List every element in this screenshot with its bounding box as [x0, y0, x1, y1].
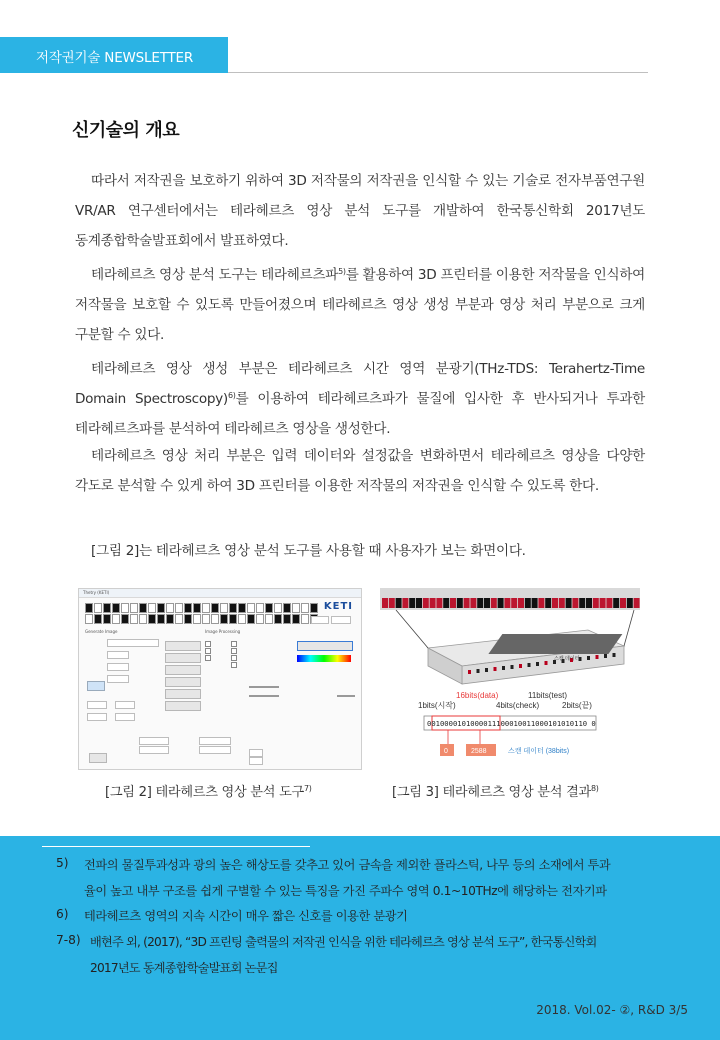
label-16bits-data: 16bits(data): [456, 691, 499, 700]
barcode-cell: [292, 614, 300, 624]
barcode-cell: [103, 603, 111, 613]
barcode-cell: [310, 603, 318, 613]
scan-bit-cell: [498, 598, 504, 608]
param-field-8[interactable]: [115, 713, 135, 721]
block-bit-mark: [596, 655, 599, 659]
contrast-field-2[interactable]: [249, 757, 263, 765]
scan-bit-cell: [620, 598, 626, 608]
scan-bit-cell: [504, 598, 510, 608]
directory-selection-button[interactable]: [165, 641, 201, 651]
footnote-ref-5: 5): [338, 267, 346, 276]
scan-bit-cell: [579, 598, 585, 608]
scan-bit-cell: [443, 598, 449, 608]
figure-3-caption-text: [그림 3] 테라헤르츠 영상 분석 결과: [392, 785, 591, 800]
barcode-cell: [193, 614, 201, 624]
scan-bit-cell: [600, 598, 606, 608]
param-field-7[interactable]: [115, 701, 135, 709]
scan-bit-cell: [396, 598, 402, 608]
run-button[interactable]: [297, 641, 353, 651]
barcode-cell: [274, 614, 282, 624]
scan-bit-cell: [382, 598, 388, 608]
option-checkbox-7[interactable]: [231, 662, 237, 668]
barcode-cell: [166, 614, 174, 624]
option-checkbox-2[interactable]: [205, 648, 211, 654]
page-number: 2018. Vol.02- ②, R&D 3/5: [536, 1003, 688, 1017]
block-bit-mark: [536, 662, 539, 666]
display-preview: [87, 681, 105, 691]
barcode-cell: [139, 603, 147, 613]
exit-button[interactable]: [165, 701, 201, 711]
level-slider-1[interactable]: [249, 686, 279, 688]
scan-bit-cell: [545, 598, 551, 608]
option-checkbox-3[interactable]: [205, 655, 211, 661]
analysis-result-graphic: [378, 586, 642, 766]
scan-bit-cell: [559, 598, 565, 608]
barcode-cell: [283, 614, 291, 624]
barcode-cell: [94, 603, 102, 613]
barcode-cell: [148, 603, 156, 613]
barcode-cell: [238, 614, 246, 624]
barcode-strip: [85, 603, 318, 613]
barcode-cell: [130, 614, 138, 624]
result-value-0: 0: [444, 748, 448, 755]
block-bit-mark: [519, 664, 522, 668]
barcode-cell: [238, 603, 246, 613]
footnote-ref-6: 6): [227, 391, 236, 400]
barcode-cell: [301, 614, 309, 624]
save-image-button[interactable]: [165, 689, 201, 699]
scan-bit-cell: [470, 598, 476, 608]
generate-image-label: Generate Image: [85, 629, 118, 634]
figure-2-tool-screenshot: [78, 588, 362, 770]
param-field-4[interactable]: [107, 675, 129, 683]
keti-logo: KETI: [323, 601, 353, 612]
barcode-scan-button[interactable]: [165, 653, 201, 663]
barcode-cell: [211, 603, 219, 613]
barcode-cell: [157, 603, 165, 613]
barcode-cell: [301, 603, 309, 613]
block-bit-mark: [545, 661, 548, 665]
contrast-field-1[interactable]: [249, 749, 263, 757]
barcode-cell: [265, 603, 273, 613]
scan-bit-cell: [477, 598, 483, 608]
scan-data-label: 스캔 데이터: [554, 656, 580, 662]
scan-bit-cell: [402, 598, 408, 608]
scan-bit-cell: [511, 598, 517, 608]
result-field-4[interactable]: [199, 746, 231, 754]
barcode-cell: [121, 603, 129, 613]
paragraph-3-text-a: 테라헤르츠 영상 생성 부분은 테라헤르츠 시간 영역 분광기(THz-TDS: Terahertz-Time Domain Spectroscopy): [75, 361, 645, 407]
barcode-cell: [256, 603, 264, 613]
barcode-cell: [94, 614, 102, 624]
one-point-button[interactable]: [165, 677, 201, 687]
barcode-cell: [103, 614, 111, 624]
barcode-cell: [256, 614, 264, 624]
footnote-6-number: 6): [56, 907, 69, 921]
barcode-cell: [229, 614, 237, 624]
footnote-5-line-2: 율이 높고 내부 구조를 쉽게 구별할 수 있는 특징을 가진 주파수 영역 0.1~10THz에 해당하는 전자기파: [84, 884, 607, 898]
barcode-cell: [157, 614, 165, 624]
scan-bit-cell: [450, 598, 456, 608]
barcode-cell: [166, 603, 174, 613]
barcode-cell: [220, 603, 228, 613]
scan-bit-cell: [538, 598, 544, 608]
section-title: 신기술의 개요: [72, 120, 180, 141]
footnote-6-line-1: 테라헤르츠 영역의 지속 시간이 매우 짧은 신호를 이용한 분광기: [84, 909, 408, 923]
block-bit-mark: [511, 665, 514, 669]
paragraph-2-text-a: 테라헤르츠 영상 분석 도구는 테라헤르츠파: [91, 267, 339, 283]
barcode-cell: [202, 614, 210, 624]
label-11bits-test: 11bits(test): [528, 691, 567, 700]
option-checkbox-4[interactable]: [231, 641, 237, 647]
scan-bit-cell: [627, 598, 633, 608]
barcode-cell: [85, 614, 93, 624]
scan-bit-cell: [464, 598, 470, 608]
block-bit-mark: [502, 666, 505, 670]
barcode-cell: [175, 603, 183, 613]
image-processing-label: Image Processing: [205, 629, 241, 634]
barcode-cell: [274, 603, 282, 613]
window-titlebar: Thetry (KETI): [79, 589, 361, 598]
barcode-cell: [85, 603, 93, 613]
footnote-ref-8: 8): [590, 784, 599, 793]
result-field-3[interactable]: [199, 737, 231, 745]
param-field-1[interactable]: [107, 639, 159, 647]
footnote-7-8-line-1: 배현주 외, (2017), “3D 프린팅 출력물의 저작권 인식을 위한 테라헤르츠 영상 분석 도구”, 한국통신학회: [90, 935, 597, 949]
param-field-2[interactable]: [107, 651, 129, 659]
scan-bit-cell: [409, 598, 415, 608]
figure-3-analysis-result: [378, 586, 642, 766]
result-field-2[interactable]: [139, 746, 169, 754]
barcode-cell: [202, 603, 210, 613]
footnote-5-number: 5): [56, 856, 69, 870]
paragraph-2: [75, 260, 645, 350]
colormap-bar: [297, 655, 351, 662]
barcode-cell: [130, 603, 138, 613]
scan-bit-cell: [436, 598, 442, 608]
scan-bit-cell: [552, 598, 558, 608]
scan-bit-cell: [634, 598, 640, 608]
level-slider-3[interactable]: [337, 695, 355, 697]
option-checkbox-1[interactable]: [205, 641, 211, 647]
scan-bit-cell: [491, 598, 497, 608]
header-divider: [228, 72, 648, 73]
param-field-6[interactable]: [87, 713, 107, 721]
scan-bit-cell: [586, 598, 592, 608]
barcode-cell: [139, 614, 147, 624]
barcode-field[interactable]: [311, 616, 329, 624]
label-1bits-start: 1bits(시작): [418, 701, 456, 710]
figure-3-caption: [392, 781, 599, 800]
param-field-5[interactable]: [87, 701, 107, 709]
footnote-7-8-number: 7-8): [56, 933, 81, 947]
scan-bit-cell: [484, 598, 490, 608]
paragraph-3-text-b: 를 이용하여 테라헤르츠파가 물질에 입사한 후 반사되거나 투과한 테라헤르츠파를 분석하여 테라헤르츠 영상을 생성한다.: [75, 391, 645, 437]
figure-2-caption: [105, 781, 312, 800]
scan-bit-cell: [416, 598, 422, 608]
block-bit-mark: [613, 653, 616, 657]
scan-data-38bits-label: 스캔 데이터 (38bits): [508, 748, 570, 755]
scan-bit-cell: [389, 598, 395, 608]
bitstring: 0010000101000011100010011000101010110 0: [427, 719, 596, 728]
label-2bits-end: 2bits(끝): [562, 701, 592, 710]
barcode-cell: [220, 614, 228, 624]
block-bit-mark: [494, 667, 497, 671]
block-bit-mark: [468, 670, 471, 674]
paragraph-4: 테라헤르츠 영상 처리 부분은 입력 데이터와 설정값을 변화하면서 테라헤르츠 영상을 다양한 각도로 분석할 수 있게 하여 3D 프린터를 이용한 저작물의 저작권을 인식할 수 있도록 한다.: [75, 448, 645, 494]
barcode-cell: [148, 614, 156, 624]
scan-bit-cell: [518, 598, 524, 608]
scan-bit-cell: [593, 598, 599, 608]
scan-bit-cell: [613, 598, 619, 608]
label-4bits-check: 4bits(check): [496, 701, 540, 710]
result-value-2588: 2588: [471, 748, 487, 755]
block-bit-mark: [477, 669, 480, 673]
scan-bit-cell: [423, 598, 429, 608]
barcode-cell: [184, 614, 192, 624]
paragraph-1: 따라서 저작권을 보호하기 위하여 3D 저작물의 저작권을 인식할 수 있는 기술로 전자부품연구원 VR/AR 연구센터에서는 테라헤르츠 영상 분석 도구를 개발하여 한국통신학회 2017년도 동계종합학술발표회에서 발표하였다.: [75, 173, 645, 249]
paragraph-2-text-b: 를 활용하여 3D 프린터를 이용한 저작물을 인식하여 저작물을 보호할 수 있도록 만들어졌으며 테라헤르츠 영상 생성 부분과 영상 처리 부분으로 크게 구분할 수 있다.: [75, 267, 645, 343]
barcode-cell: [265, 614, 273, 624]
block-bit-mark: [528, 663, 531, 667]
barcode-field-2[interactable]: [331, 616, 351, 624]
scan-bit-cell: [457, 598, 463, 608]
scan-bit-cell: [606, 598, 612, 608]
option-checkbox-6[interactable]: [231, 655, 237, 661]
paragraph-5: [그림 2]는 테라헤르츠 영상 분석 도구를 사용할 때 사용자가 보는 화면이다.: [91, 543, 526, 559]
barcode-cell: [247, 603, 255, 613]
barcode-cell: [229, 603, 237, 613]
option-checkbox-5[interactable]: [231, 648, 237, 654]
newsletter-banner-text: 저작권기술 NEWSLETTER: [36, 50, 194, 66]
barcode-cell: [292, 603, 300, 613]
barcode-cell: [175, 614, 183, 624]
barcode-cell: [112, 614, 120, 624]
barcode-cell: [247, 614, 255, 624]
result-field-1[interactable]: [139, 737, 169, 745]
param-field-3[interactable]: [107, 663, 129, 671]
footnote-ref-7: 7): [303, 784, 312, 793]
paragraph-3: [75, 354, 645, 444]
barcode-cell: [184, 603, 192, 613]
scan-bit-cell: [566, 598, 572, 608]
barcode-cell: [283, 603, 291, 613]
level-slider-2[interactable]: [249, 695, 279, 697]
footnote-5-line-1: 전파의 물질투과성과 광의 높은 해상도를 갖추고 있어 금속을 제외한 플라스틱, 나무 등의 소재에서 투과: [84, 858, 611, 872]
barcode-strip-2: [85, 614, 318, 624]
footnote-divider: [42, 846, 310, 847]
barcode-cell: [211, 614, 219, 624]
scan-bit-cell: [532, 598, 538, 608]
scan-bit-cell: [572, 598, 578, 608]
block-bit-mark: [604, 654, 607, 658]
scan-bit-cell: [525, 598, 531, 608]
footnote-7-8-line-2: 2017년도 동계종합학술발표회 논문집: [90, 961, 278, 975]
figure-2-caption-text: [그림 2] 테라헤르츠 영상 분석 도구: [105, 785, 304, 800]
barcode-cell: [193, 603, 201, 613]
block-bit-mark: [485, 668, 488, 672]
barcode-cell: [121, 614, 129, 624]
barcode-cell: [112, 603, 120, 613]
change-button[interactable]: [89, 753, 107, 763]
block-bit-mark: [587, 656, 590, 660]
original-button[interactable]: [165, 665, 201, 675]
scan-bit-cell: [430, 598, 436, 608]
